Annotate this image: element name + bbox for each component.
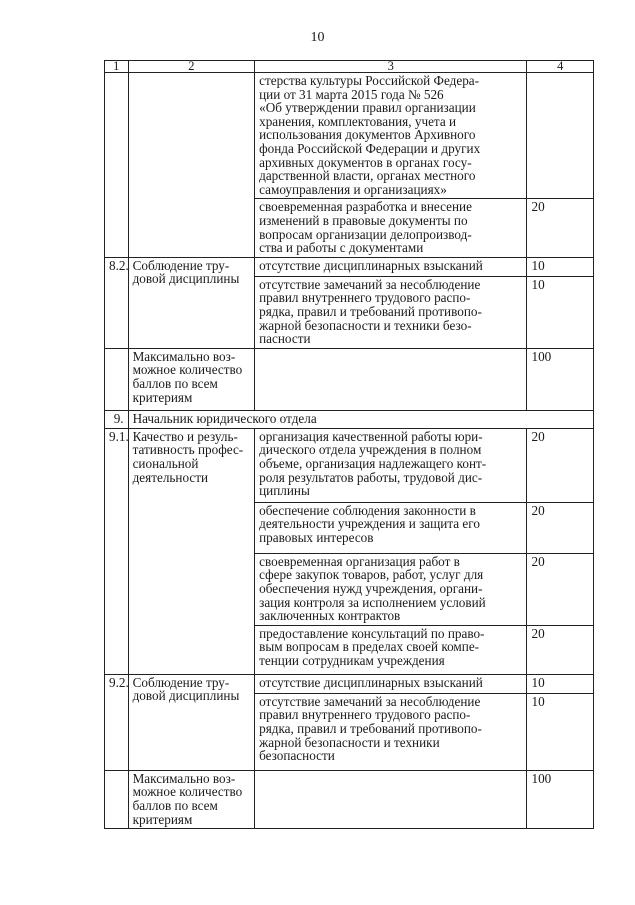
row-number <box>105 770 129 828</box>
criterion-cell: Качество и резуль- тативность профес- сиональной деятельности <box>128 428 255 674</box>
table-row <box>105 257 594 276</box>
indicator-cell <box>255 348 527 410</box>
header-col-2: 2 <box>128 61 255 73</box>
points-cell: 20 <box>527 199 594 257</box>
row-number <box>105 348 129 410</box>
criterion-cell: Максимально воз- можное количество баллов по всем критериям <box>128 770 255 828</box>
page-number: 10 <box>310 30 325 45</box>
row-number: 9.2. <box>105 674 129 770</box>
table-header-row <box>105 61 594 73</box>
indicator-cell: отсутствие дисциплинарных взысканий <box>255 257 527 276</box>
points-cell: 20 <box>527 553 594 625</box>
indicator-cell: отсутствие замечаний за несоблюдение правил внутреннего трудового распо- рядка, правил и требований противопо- жарной безопасности и техники безо- пасности <box>255 276 527 348</box>
table-row <box>105 674 594 693</box>
table-row <box>105 348 594 410</box>
criterion-cell: Соблюдение тру- довой дисциплины <box>128 674 255 770</box>
points-cell <box>527 73 594 199</box>
section-title: Начальник юридического отдела <box>128 410 593 428</box>
row-number <box>105 73 129 258</box>
header-col-1: 1 <box>105 61 129 73</box>
points-cell: 100 <box>527 770 594 828</box>
indicator-cell: организация качественной работы юри- дического отдела учреждения в полном объеме, организация надлежащего конт- роля результатов работы, трудовой дис- циплины <box>255 428 527 502</box>
criterion-cell <box>128 73 255 258</box>
points-cell: 20 <box>527 502 594 553</box>
indicator-cell: обеспечение соблюдения законности в деятельности учреждения и защита его правовых интересов <box>255 502 527 553</box>
points-cell: 20 <box>527 625 594 674</box>
header-col-3: 3 <box>255 61 527 73</box>
indicator-cell: предоставление консультаций по право- вым вопросам в пределах своей компе- тенции сотрудникам учреждения <box>255 625 527 674</box>
table-row <box>105 770 594 828</box>
indicator-cell: своевременная организация работ в сфере закупок товаров, работ, услуг для обеспечения нужд учреждения, органи- зация контроля за исполнением условий заключенных контрактов <box>255 553 527 625</box>
row-number: 9. <box>105 410 129 428</box>
indicator-cell: своевременная разработка и внесение изменений в правовые документы по вопросам организации делопроизвод- ства и работы с документами <box>255 199 527 257</box>
points-cell: 100 <box>527 348 594 410</box>
criteria-table <box>104 60 594 829</box>
indicator-cell: отсутствие дисциплинарных взысканий <box>255 674 527 693</box>
header-col-4: 4 <box>527 61 594 73</box>
points-cell: 10 <box>527 257 594 276</box>
points-cell: 20 <box>527 428 594 502</box>
table-row <box>105 428 594 502</box>
criterion-cell: Максимально воз- можное количество баллов по всем критериям <box>128 348 255 410</box>
criterion-cell: Соблюдение тру- довой дисциплины <box>128 257 255 348</box>
indicator-cell: отсутствие замечаний за несоблюдение правил внутреннего трудового распо- рядка, правил и требований противопо- жарной безопасности и техники безопасности <box>255 693 527 770</box>
points-cell: 10 <box>527 693 594 770</box>
section-row <box>105 410 594 428</box>
indicator-cell <box>255 770 527 828</box>
table-row <box>105 73 594 199</box>
points-cell: 10 <box>527 674 594 693</box>
row-number: 8.2. <box>105 257 129 348</box>
points-cell: 10 <box>527 276 594 348</box>
indicator-cell: стерства культуры Российской Федера- ции от 31 марта 2015 года № 526 «Об утверждении правил организации хранения, комплектования, учета и использования документов Архивного фонда Российской Федерации и других архивных документов в органах госу- дарственной власти, органах местного самоуправления и организациях» <box>255 73 527 199</box>
row-number: 9.1. <box>105 428 129 674</box>
